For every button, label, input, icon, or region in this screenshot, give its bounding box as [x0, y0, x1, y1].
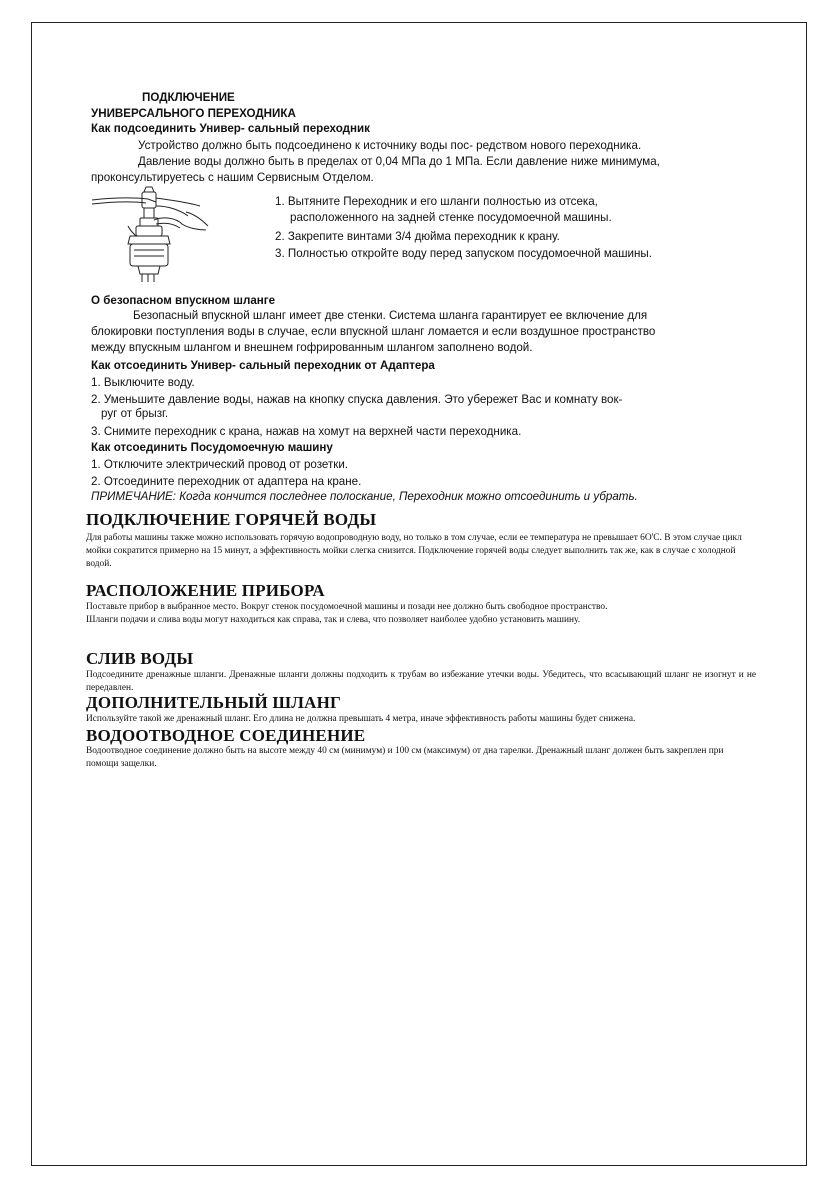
connect-heading: Как подсоединить Универ- сальный переходник — [91, 122, 370, 135]
disconnect-adapter-heading: Как отсоединить Универ- сальный переходник от Адаптера — [91, 359, 435, 372]
safety-line: Безопасный впускной шланг имеет две стенки. Система шланга гарантирует ее включение для — [133, 309, 648, 322]
outlet-heading: ВОДООТВОДНОЕ СОЕДИНЕНИЕ — [86, 726, 366, 745]
section-title-line1: ПОДКЛЮЧЕНИЕ — [142, 91, 235, 104]
intro-paragraph-line: Давление воды должно быть в пределах от 0,04 МПа до 1 МПа. Если давление ниже минимума, — [138, 155, 660, 168]
disconnect-machine-line: 2. Отсоедините переходник от адаптера на кране. — [91, 475, 362, 488]
placement-heading: РАСПОЛОЖЕНИЕ ПРИБОРА — [86, 581, 325, 600]
step-item: 2. Закрепите винтами 3/4 дюйма переходник к крану. — [275, 230, 560, 243]
section-title-line2: УНИВЕРСАЛЬНОГО ПЕРЕХОДНИКА — [91, 107, 296, 120]
step-item: 3. Полностью откройте воду перед запуском посудомоечной машины. — [275, 247, 652, 260]
outlet-text: Водоотводное соединение должно быть на высоте между 40 см (минимум) и 100 см (максимум) от дна тарелки. Дренажный шланг должен быть закреплен при помощи защелки. — [86, 746, 724, 769]
disconnect-adapter-line: 3. Снимите переходник с крана, нажав на хомут на верхней части переходника. — [91, 425, 522, 438]
disconnect-adapter-line: 2. Уменьшите давление воды, нажав на кнопку спуска давления. Это убережет Вас и комнату вок- — [91, 393, 623, 406]
intro-paragraph-line: проконсультируетесь с нашим Сервисным Отделом. — [91, 171, 374, 184]
faucet-adapter-illustration — [90, 186, 212, 286]
step-item: расположенного на задней стенке посудомоечной машины. — [290, 211, 612, 224]
hot-water-text: Для работы машины также можно использовать горячую водопроводную воду, но только в том случае, если ее температура не превышает 6О'С. В этом случае цикл мойки сократится примерно на 15 минут, а эффективность мойки слегка снизится. Подключение горячей воды следует выполнить так же, как в случае с холодной водой. — [86, 533, 742, 569]
safety-heading: О безопасном впускном шланге — [91, 294, 276, 307]
drain-text: Подсоедините дренажные шланги. Дренажные шланги должны подходить к трубам во избежание утечки воды. Убедитесь, что всасывающий шланг не изогнут и не передавлен. — [86, 670, 756, 693]
disconnect-note: ПРИМЕЧАНИЕ: Когда кончится последнее полоскание, Переходник можно отсоединить и убрать. — [91, 490, 638, 503]
placement-line: Шланги подачи и слива воды могут находиться как справа, так и слева, что позволяет наиболее удобно установить машину. — [86, 615, 581, 625]
intro-paragraph-line: Устройство должно быть подсоединено к источнику воды пос- редством нового переходника. — [138, 139, 642, 152]
step-item: 1. Вытяните Переходник и его шланги полностью из отсека, — [275, 195, 598, 208]
disconnect-adapter-line: руг от брызг. — [101, 407, 169, 420]
safety-line: между впускным шлангом и внешнем гофрированным шлангом заполнено водой. — [91, 341, 533, 354]
disconnect-adapter-line: 1. Выключите воду. — [91, 376, 195, 389]
drain-heading: СЛИВ ВОДЫ — [86, 649, 194, 668]
placement-line: Поставьте прибор в выбранное место. Вокруг стенок посудомоечной машины и позади нее должно быть свободное пространство. — [86, 602, 608, 612]
disconnect-machine-line: 1. Отключите электрический провод от розетки. — [91, 458, 349, 471]
hot-water-heading: ПОДКЛЮЧЕНИЕ ГОРЯЧЕЙ ВОДЫ — [86, 510, 377, 529]
disconnect-machine-heading: Как отсоединить Посудомоечную машину — [91, 441, 333, 454]
extra-hose-text: Используйте такой же дренажный шланг. Его длина не должна превышать 4 метра, иначе эффективность работы машины будет снижена. — [86, 714, 636, 724]
safety-line: блокировки поступления воды в случае, если впускной шланг ломается и если воздушное пространство — [91, 325, 656, 338]
extra-hose-heading: ДОПОЛНИТЕЛЬНЫЙ ШЛАНГ — [86, 693, 342, 712]
